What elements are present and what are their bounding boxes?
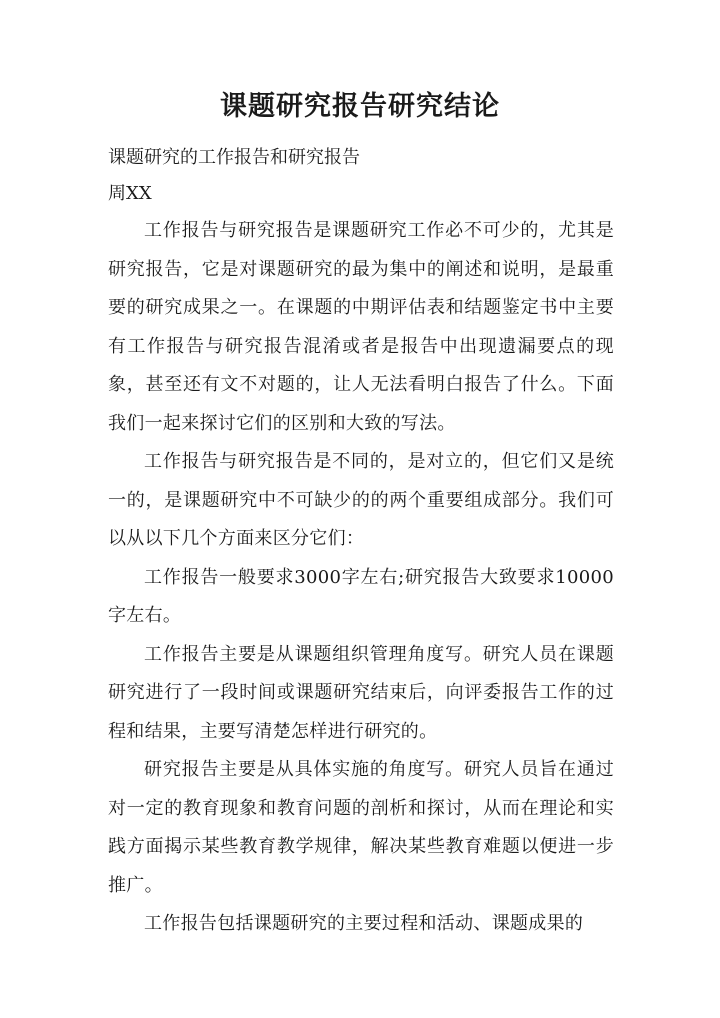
paragraph-6: 工作报告包括课题研究的主要过程和活动、课题成果的: [144, 913, 584, 934]
paragraph-1: 工作报告与研究报告是课题研究工作必不可少的，尤其是研究报告，它是对课题研究的最为集中的阐述和说明，是最重要的研究成果之一。在课题的中期评估表和结题鉴定书中主要有工作报告与研究报告混淆或者是报告中出现遗漏要点的现象，甚至还有文不对题的，让人无法看明白报告了什么。下面我们一起来探讨它们的区别和大致的写法。: [108, 220, 614, 434]
paragraph-4: 工作报告主要是从课题组织管理角度写。研究人员在课题研究进行了一段时间或课题研究结束后，向评委报告工作的过程和结果，主要写清楚怎样进行研究的。: [108, 643, 614, 742]
document-title: 课题研究报告研究结论: [220, 91, 500, 122]
document-subtitle: 课题研究的工作报告和研究报告: [108, 147, 360, 168]
document-author: 周XX: [108, 183, 152, 204]
document-body: [108, 140, 614, 944]
paragraph-2: 工作报告与研究报告是不同的，是对立的，但它们又是统一的，是课题研究中不可缺少的的两个重要组成部分。我们可以从以下几个方面来区分它们：: [108, 451, 614, 549]
paragraph-3: 工作报告一般要求3000字左右;研究报告大致要求10000字左右。: [108, 566, 614, 626]
paragraph-5: 研究报告主要是从具体实施的角度写。研究人员旨在通过对一定的教育现象和教育问题的剖析和探讨，从而在理论和实践方面揭示某些教育教学规律，解决某些教育难题以便进一步推广。: [108, 759, 614, 896]
